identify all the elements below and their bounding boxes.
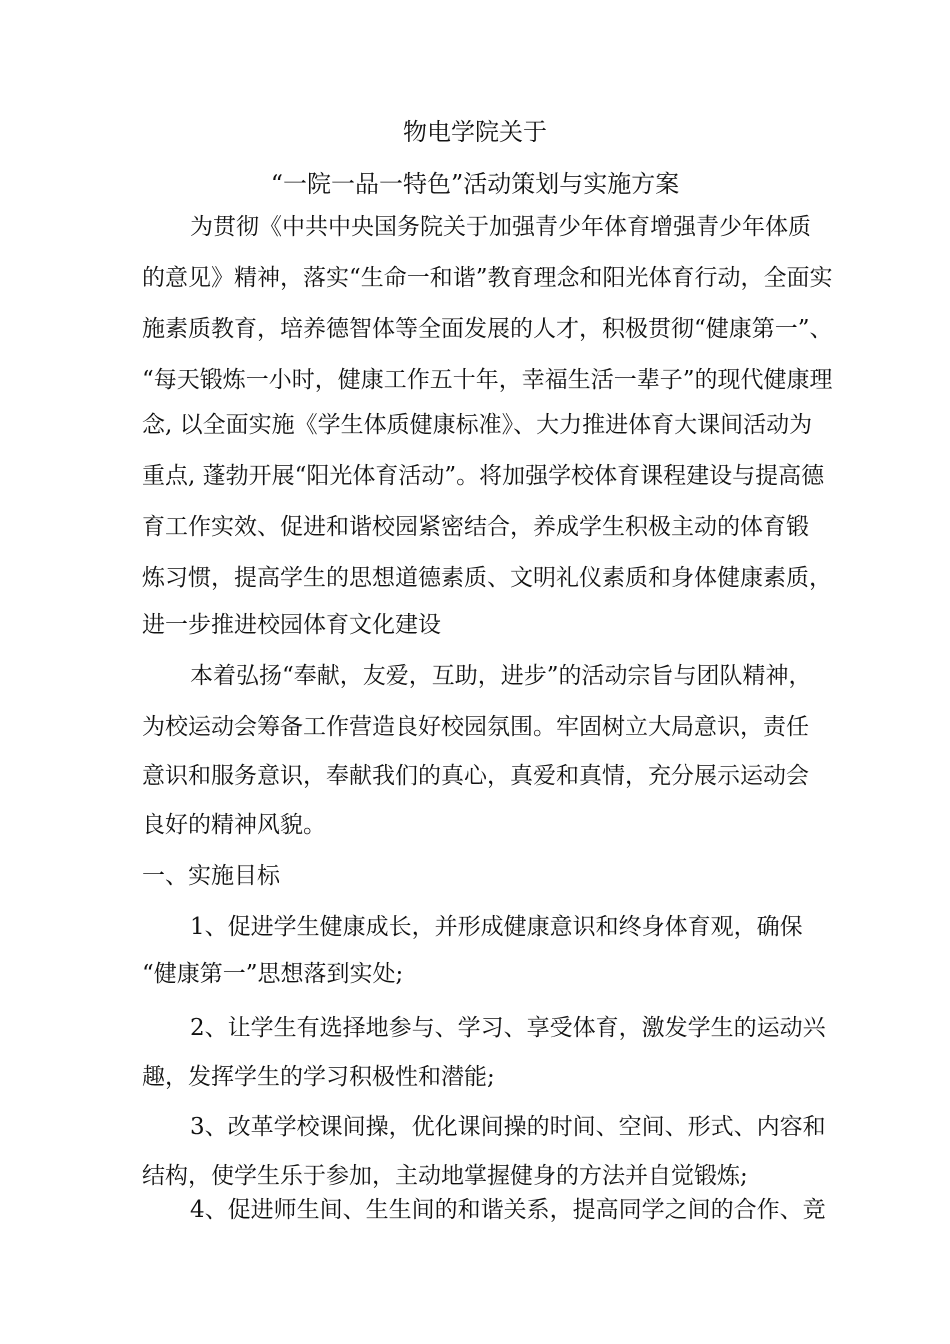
- paragraph-line: 的意见》精神，落实“生命一和谐”教育理念和阳光体育行动，全面实: [142, 265, 833, 291]
- paragraph-line: 炼习惯，提高学生的思想道德素质、文明礼仪素质和身体健康素质，: [142, 565, 832, 591]
- section-heading: 一、实施目标: [142, 863, 280, 889]
- goal-item-line: 结构，使学生乐于参加，主动地掌握健身的方法并自觉锻炼;: [142, 1163, 748, 1189]
- goal-item-line: 2、让学生有选择地参与、学习、享受体育，激发学生的运动兴: [190, 1015, 826, 1041]
- paragraph-line: 育工作实效、促进和谐校园紧密结合，养成学生积极主动的体育锻: [142, 514, 809, 540]
- paragraph-line: 本着弘扬“奉献，友爱，互助，进步”的活动宗旨与团队精神，: [190, 663, 812, 689]
- paragraph-line: 良好的精神风貌。: [142, 812, 326, 838]
- goal-item-line: 3、改革学校课间操，优化课间操的时间、空间、形式、内容和: [190, 1114, 826, 1140]
- paragraph-line: “每天锻炼一小时，健康工作五十年，幸福生活一辈子”的现代健康理: [142, 367, 833, 393]
- paragraph-line: 为贯彻《中共中央国务院关于加强青少年体育增强青少年体质: [190, 214, 811, 240]
- document-title-line-1: 物电学院关于: [403, 118, 547, 146]
- goal-item-line: 趣，发挥学生的学习积极性和潜能;: [142, 1064, 495, 1090]
- paragraph-line: 重点, 蓬勃开展“阳光体育活动”。将加强学校体育课程建设与提高德: [142, 463, 825, 489]
- paragraph-line: 意识和服务意识，奉献我们的真心，真爱和真情，充分展示运动会: [142, 763, 809, 789]
- paragraph-line: 念, 以全面实施《学生体质健康标准》、大力推进体育大课间活动为: [142, 412, 813, 438]
- goal-item-line: “健康第一”思想落到实处;: [142, 961, 404, 987]
- goal-item-line: 1、促进学生健康成长，并形成健康意识和终身体育观，确保: [190, 914, 803, 940]
- document-title-line-2: “一院一品一特色”活动策划与实施方案: [270, 170, 680, 198]
- goal-item-line: 4、促进师生间、生生间的和谐关系，提高同学之间的合作、竞: [190, 1197, 826, 1223]
- paragraph-line: 为校运动会筹备工作营造良好校园氛围。牢固树立大局意识，责任: [142, 714, 809, 740]
- paragraph-line: 进一步推进校园体育文化建设: [142, 612, 441, 638]
- paragraph-line: 施素质教育，培养德智体等全面发展的人才，积极贯彻“健康第一”、: [142, 316, 833, 342]
